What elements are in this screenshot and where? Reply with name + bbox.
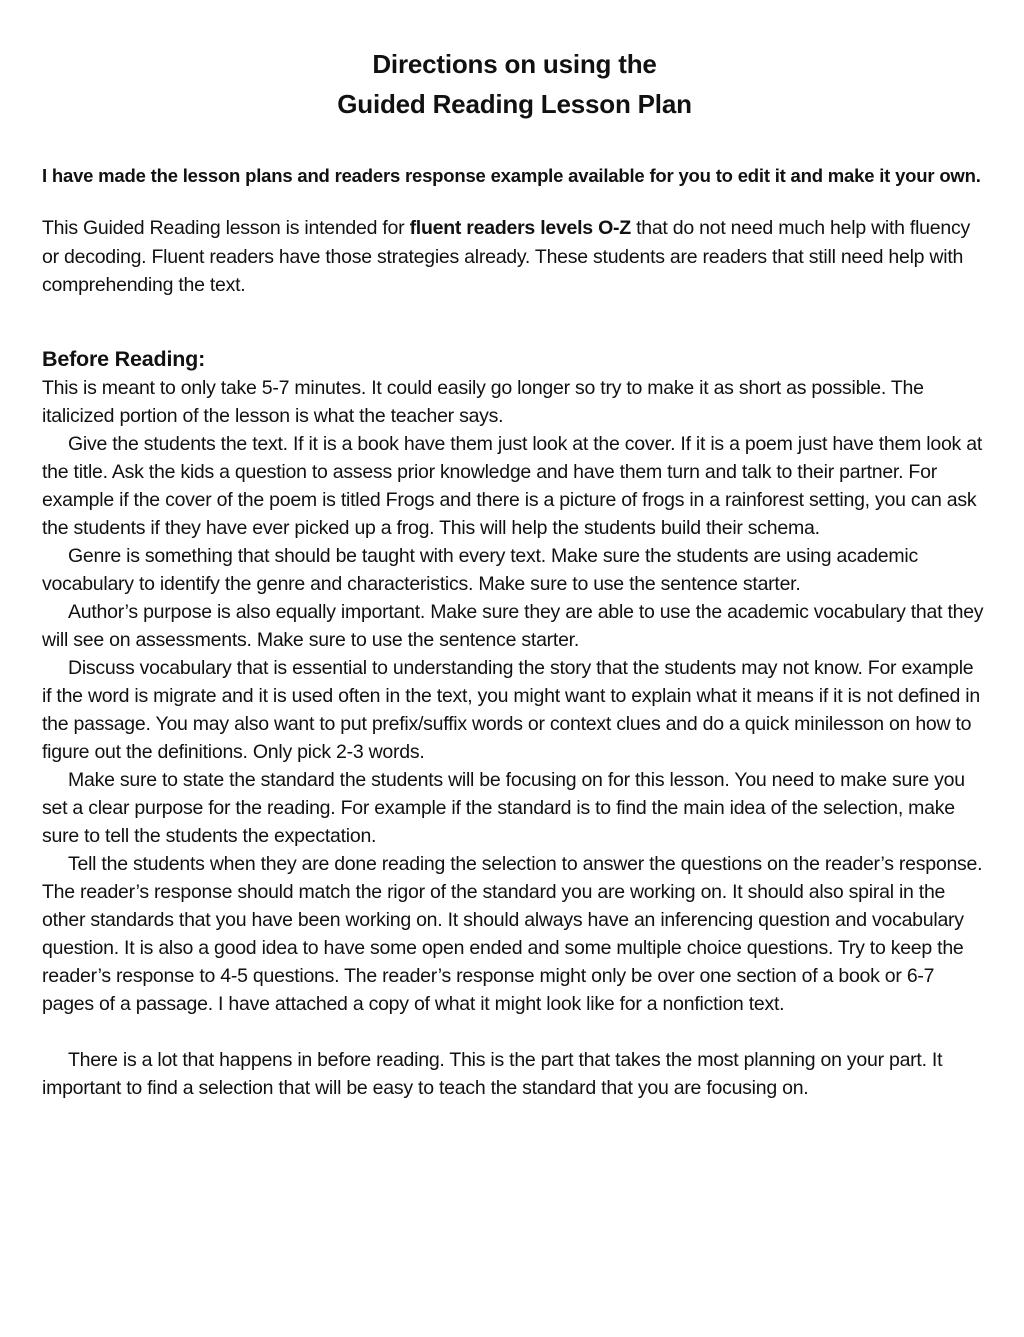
document-page <box>42 44 987 1102</box>
intro-paragraph <box>42 214 987 300</box>
before-reading-paragraph-7: Tell the students when they are done reading the selection to answer the questions on the reader’s response. The reader’s response should match the rigor of the standard you are working on. It should also spiral in the other standards that you have been working on. It should always have an inferencing question and vocabulary question. It is also a good idea to have some open ended and some multiple choice questions. Try to keep the reader’s response to 4-5 questions. The reader’s response might only be over one section of a book or 6-7 pages of a passage. I have attached a copy of what it might look like for a nonfiction text. <box>42 852 983 1015</box>
before-reading-paragraph-1: This is meant to only take 5-7 minutes. It could easily go longer so try to make it as short as possible. The italicized portion of the lesson is what the teacher says. <box>42 376 924 427</box>
edit-note: I have made the lesson plans and readers response example available for you to edit it and make it your own. <box>42 165 981 186</box>
before-reading-paragraph-5: Discuss vocabulary that is essential to understanding the story that the students may not know. For example if the word is migrate and it is used often in the text, you might want to explain what it means if it is not defined in the passage. You may also want to put prefix/suffix words or context clues and do a quick minilesson on how to figure out the definitions. Only pick 2-3 words. <box>42 656 980 763</box>
before-reading-paragraph-4: Author’s purpose is also equally important. Make sure they are able to use the academic vocabulary that they will see on assessments. Make sure to use the sentence starter. <box>42 600 984 651</box>
intro-emphasis: fluent readers levels O-Z <box>409 217 631 239</box>
before-reading-paragraph-6: Make sure to state the standard the students will be focusing on for this lesson. You need to make sure you set a clear purpose for the reading. For example if the standard is to find the main idea of the selection, make sure to tell the students the expectation. <box>42 768 965 847</box>
before-reading-paragraph-2: Give the students the text. If it is a book have them just look at the cover. If it is a poem just have them look at the title. Ask the kids a question to assess prior knowledge and have them turn and talk to their partner. For example if the cover of the poem is titled Frogs and there is a picture of frogs in a rainforest setting, you can ask the students if they have ever picked up a frog. This will help the students build their schema. <box>42 432 982 539</box>
intro-text-after: that do not need much help with fluency or decoding. Fluent readers have those strategies already. These students are readers that still need help with comprehending the text. <box>42 217 970 296</box>
page-title <box>42 44 987 124</box>
intro-text-before: This Guided Reading lesson is intended for <box>42 217 410 239</box>
title-line-2: Guided Reading Lesson Plan <box>337 89 692 119</box>
before-reading-paragraph-3: Genre is something that should be taught with every text. Make sure the students are using academic vocabulary to identify the genre and characteristics. Make sure to use the sentence starter. <box>42 544 918 595</box>
before-reading-heading: Before Reading: <box>42 346 206 371</box>
before-reading-closing: There is a lot that happens in before reading. This is the part that takes the most planning on your part. It important to find a selection that will be easy to teach the standard that you are focusing on. <box>42 1048 943 1099</box>
title-line-1: Directions on using the <box>372 49 657 79</box>
